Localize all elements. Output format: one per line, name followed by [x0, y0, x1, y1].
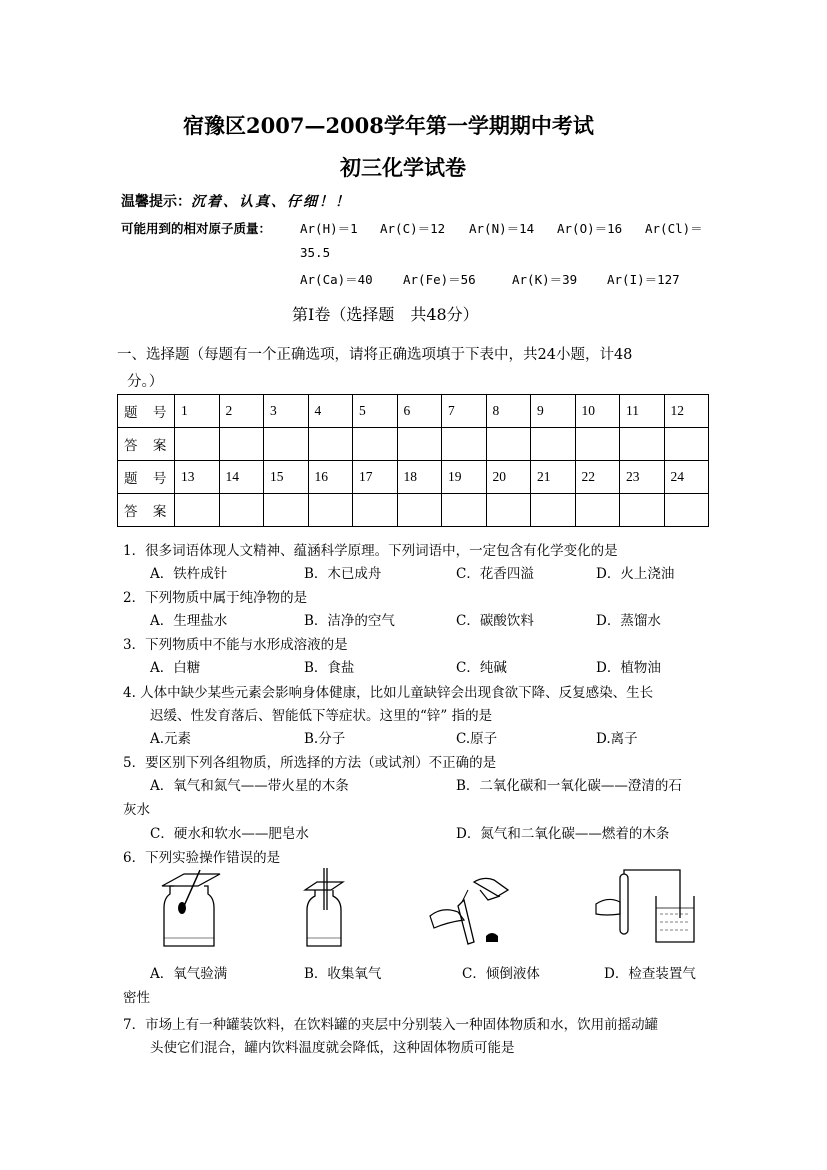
answer-cell[interactable]: [264, 494, 309, 527]
question-1-option-a: A．铁杵成针: [150, 566, 228, 582]
exam-title: 宿豫区2007—2008学年第一学期期中考试: [183, 113, 594, 138]
question-number: 11: [620, 395, 665, 428]
tip-text: 沉着、认真、仔细！！: [191, 194, 351, 210]
atomic-mass-n: Ar(N)＝14: [469, 221, 535, 236]
question-2-option-a: A．生理盐水: [150, 613, 228, 629]
answer-cell[interactable]: [219, 494, 264, 527]
question-3-option-c: C．纯碱: [456, 660, 507, 676]
part1-title: 第Ⅰ卷（选择题 共48分）: [292, 305, 479, 324]
question-number: 7: [442, 395, 487, 428]
question-number: 9: [531, 395, 576, 428]
question-6-option-a: A．氧气验满: [150, 966, 228, 982]
answer-cell[interactable]: [531, 494, 576, 527]
question-5-option-b-cont: 灰水: [123, 802, 150, 818]
atomic-mass-fe: Ar(Fe)＝56: [403, 272, 476, 287]
question-number: 20: [486, 461, 531, 494]
answer-cell[interactable]: [353, 428, 398, 461]
question-1-stem: 1．很多词语体现人文精神、蕴涵科学原理。下列词语中，一定包含有化学变化的是: [123, 543, 618, 559]
atomic-mass-label: 可能用到的相对原子质量：: [121, 221, 272, 236]
question-2-option-b: B．洁净的空气: [304, 613, 395, 629]
question-number: 21: [531, 461, 576, 494]
question-7-stem-cont: 头使它们混合，罐内饮料温度就会降低，这种固体物质可能是: [150, 1040, 515, 1056]
table-row: [118, 461, 709, 494]
question-3-option-a: A．白糖: [150, 660, 201, 676]
row-label-number: 题 号: [118, 461, 175, 494]
question-4-stem-cont: 迟缓、性发育落后、智能低下等症状。这里的“锌” 指的是: [150, 708, 493, 724]
question-4-option-b: B.分子: [304, 731, 346, 747]
question-3-option-d: D．植物油: [596, 660, 661, 676]
table-row: [118, 428, 709, 461]
collect-oxygen-figure: [303, 868, 345, 950]
answer-cell[interactable]: [620, 428, 665, 461]
row-label-answer: 答 案: [118, 428, 175, 461]
question-5-option-b: B．二氧化碳和一氧化碳——澄清的石: [456, 778, 682, 794]
question-5-stem: 5．要区别下列各组物质，所选择的方法（或试剂）不正确的是: [123, 755, 497, 771]
answer-cell[interactable]: [175, 428, 220, 461]
question-1-option-c: C．花香四溢: [456, 566, 534, 582]
row-label-answer: 答 案: [118, 494, 175, 527]
question-2-option-c: C．碳酸饮料: [456, 613, 534, 629]
tip-label: 温馨提示：: [121, 194, 191, 210]
section1-heading-cont: 分。）: [127, 374, 164, 390]
question-number: 19: [442, 461, 487, 494]
question-1-option-d: D．火上浇油: [596, 566, 675, 582]
question-6-option-b: B．收集氧气: [304, 966, 382, 982]
question-1-option-b: B．木已成舟: [304, 566, 382, 582]
answer-cell[interactable]: [575, 428, 620, 461]
section1-heading: 一、选择题（每题有一个正确选项，请将正确选项填于下表中，共24小题，计48: [117, 347, 633, 363]
answer-cell[interactable]: [308, 428, 353, 461]
table-row: [118, 395, 709, 428]
question-number: 22: [575, 461, 620, 494]
question-5-option-a: A．氧气和氮气——带火星的木条: [150, 778, 349, 794]
atomic-mass-o: Ar(O)＝16: [557, 221, 623, 236]
question-number: 24: [664, 461, 709, 494]
answer-cell[interactable]: [264, 428, 309, 461]
question-number: 8: [486, 395, 531, 428]
question-number: 18: [397, 461, 442, 494]
question-4-option-d: D.离子: [596, 731, 638, 747]
question-3-stem: 3．下列物质中不能与水形成溶液的是: [123, 637, 348, 653]
question-number: 17: [353, 461, 398, 494]
atomic-mass-cl-value: 35.5: [300, 245, 331, 260]
table-row: [118, 494, 709, 527]
answer-cell[interactable]: [442, 428, 487, 461]
question-6-option-c: C．倾倒液体: [462, 966, 540, 982]
question-number: 15: [264, 461, 309, 494]
answer-cell[interactable]: [442, 494, 487, 527]
answer-cell[interactable]: [486, 428, 531, 461]
question-number: 5: [353, 395, 398, 428]
question-7-stem: 7．市场上有一种罐装饮料，在饮料罐的夹层中分别装入一种固体物质和水，饮用前摇动罐: [123, 1017, 659, 1033]
question-2-option-d: D．蒸馏水: [596, 613, 661, 629]
atomic-mass-i: Ar(I)＝127: [607, 272, 680, 287]
pour-liquid-figure: [428, 876, 518, 948]
question-5-option-d: D．氮气和二氧化碳——燃着的木条: [456, 826, 670, 842]
answer-cell[interactable]: [175, 494, 220, 527]
question-2-stem: 2．下列物质中属于纯净物的是: [123, 590, 308, 606]
question-number: 13: [175, 461, 220, 494]
tip-line: [121, 191, 351, 211]
question-number: 23: [620, 461, 665, 494]
row-label-number: 题 号: [118, 395, 175, 428]
question-number: 3: [264, 395, 309, 428]
question-number: 10: [575, 395, 620, 428]
answer-cell[interactable]: [353, 494, 398, 527]
atomic-mass-ca: Ar(Ca)＝40: [300, 272, 373, 287]
question-4-stem: 4. 人体中缺少某些元素会影响身体健康，比如儿童缺锌会出现食欲下降、反复感染、生长: [123, 685, 654, 701]
question-number: 6: [397, 395, 442, 428]
question-6-option-d-cont: 密性: [123, 990, 150, 1006]
answer-cell[interactable]: [308, 494, 353, 527]
question-3-option-b: B．食盐: [304, 660, 355, 676]
answer-cell[interactable]: [486, 494, 531, 527]
answer-cell[interactable]: [664, 494, 709, 527]
airtightness-figure: [594, 868, 702, 948]
question-6-stem: 6．下列实验操作错误的是: [123, 850, 281, 866]
answer-cell[interactable]: [531, 428, 576, 461]
answer-cell[interactable]: [620, 494, 665, 527]
question-number: 2: [219, 395, 264, 428]
oxygen-test-figure: [160, 868, 222, 950]
question-4-option-a: A.元素: [150, 731, 192, 747]
answer-cell[interactable]: [575, 494, 620, 527]
answer-cell[interactable]: [397, 428, 442, 461]
question-number: 4: [308, 395, 353, 428]
question-number: 1: [175, 395, 220, 428]
atomic-mass-c: Ar(C)＝12: [380, 221, 446, 236]
answer-cell[interactable]: [664, 428, 709, 461]
answer-cell[interactable]: [397, 494, 442, 527]
question-number: 12: [664, 395, 709, 428]
atomic-mass-h: Ar(H)＝1: [300, 221, 358, 236]
question-number: 16: [308, 461, 353, 494]
exam-subtitle: 初三化学试卷: [340, 155, 466, 180]
atomic-mass-k: Ar(K)＝39: [512, 272, 578, 287]
question-5-option-c: C．硬水和软水——肥皂水: [150, 826, 309, 842]
answer-cell[interactable]: [219, 428, 264, 461]
question-4-option-c: C.原子: [456, 731, 498, 747]
question-6-option-d: D．检查装置气: [604, 966, 696, 982]
question-number: 14: [219, 461, 264, 494]
atomic-mass-cl: Ar(Cl)＝: [645, 221, 703, 236]
answer-table: [117, 394, 709, 527]
